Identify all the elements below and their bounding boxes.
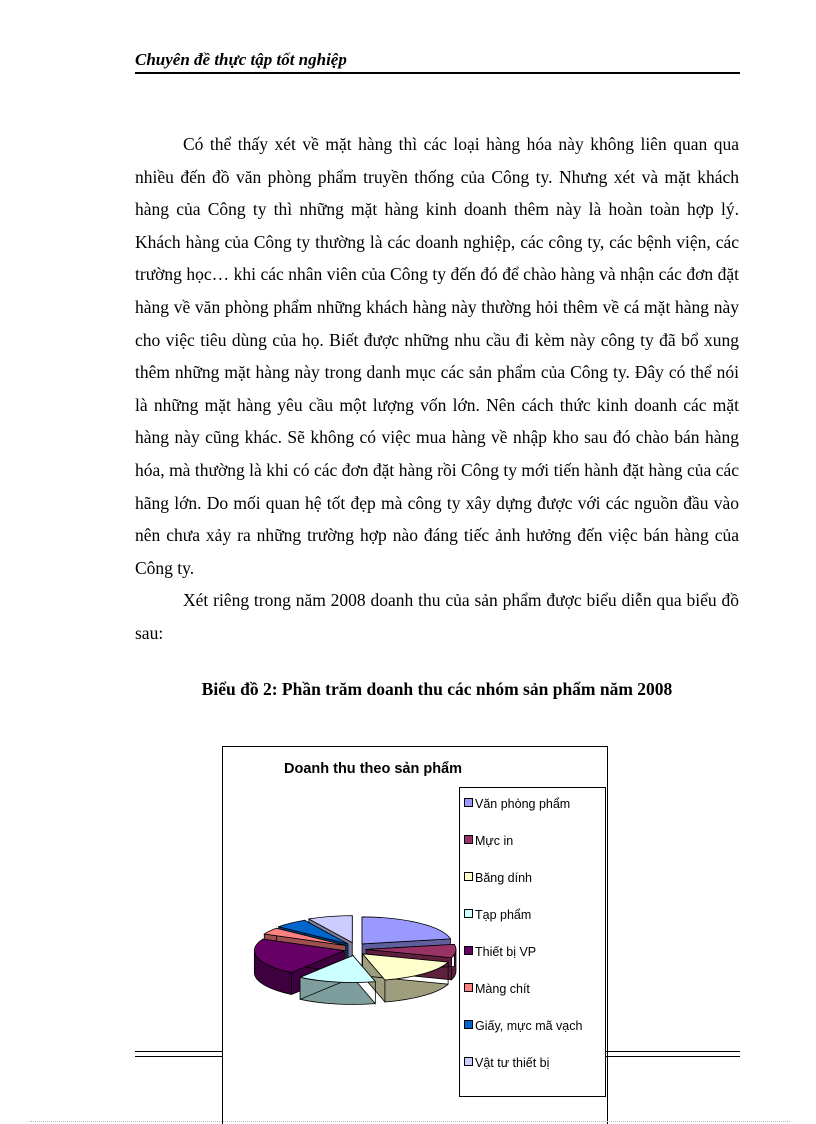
paragraph: Xét riêng trong năm 2008 doanh thu của sản phẩm được biểu diễn qua biểu đồ sau: (135, 590, 739, 643)
legend-item (464, 944, 602, 960)
legend-swatch (464, 798, 473, 807)
chart-legend (459, 787, 606, 1097)
body-text (135, 128, 739, 650)
legend-label: Băng dính (475, 871, 532, 885)
divider-right (606, 1051, 740, 1057)
header-title: Chuyên đề thực tập tốt nghiệp (135, 50, 347, 69)
legend-swatch (464, 983, 473, 992)
legend-label: Tạp phẩm (475, 908, 532, 922)
legend-label: Màng chít (475, 982, 530, 996)
chart-title: Doanh thu theo sản phẩm (283, 761, 463, 777)
pie-chart (222, 746, 608, 1124)
legend-item (464, 1055, 602, 1071)
legend-item (464, 1018, 602, 1034)
legend-item (464, 981, 602, 997)
legend-swatch (464, 1020, 473, 1029)
legend-item (464, 833, 602, 849)
legend-swatch (464, 835, 473, 844)
legend-label: Thiết bị VP (475, 945, 537, 959)
pie-slice (362, 917, 450, 944)
legend-label: Giấy, mực mã vạch (475, 1019, 583, 1033)
legend-item (464, 907, 602, 923)
legend-swatch (464, 872, 473, 881)
legend-label: Mực in (475, 834, 514, 848)
legend-item (464, 796, 602, 812)
page-bottom-edge (30, 1121, 790, 1122)
legend-swatch (464, 909, 473, 918)
legend-label: Vật tư thiết bị (475, 1056, 550, 1070)
legend-label: Văn phòng phẩm (475, 797, 571, 811)
page-header (135, 50, 740, 74)
legend-item (464, 870, 602, 886)
legend-swatch (464, 1057, 473, 1066)
legend-swatch (464, 946, 473, 955)
pie-chart-plot (223, 747, 459, 1124)
figure-caption: Biểu đồ 2: Phần trăm doanh thu các nhóm sản phẩm năm 2008 (201, 679, 673, 699)
paragraph: Có thể thấy xét về mặt hàng thì các loại hàng hóa này không liên quan qua nhiều đến đồ văn phòng phẩm truyền thống của Công ty. Nhưng xét và mặt khách hàng của Công ty thì những mặt hàng kinh doanh thêm này là hoàn toàn hợp lý. Khách hàng của Công ty thường là các doanh nghiệp, các công ty, các bệnh viện, các trường học… khi các nhân viên của Công ty đến đó để chào hàng và nhận các đơn đặt hàng về văn phòng phẩm những khách hàng này thường hỏi thêm về cá mặt hàng này cho việc tiêu dùng của họ. Biết được những nhu cầu đi kèm này công ty đã bổ xung thêm những mặt hàng này trong danh mục các sản phẩm của Công ty. Đây có thể nói là những mặt hàng yêu cầu một lượng vốn lớn. Nên cách thức kinh doanh các mặt hàng này cũng khác. Sẽ không có việc mua hàng về nhập kho sau đó chào bán hàng hóa, mà thường là khi có các đơn đặt hàng rồi Công ty mới tiến hành đặt hàng của các hãng lớn. Do mối quan hệ tốt đẹp mà công ty xây dựng được với các nguồn đầu vào nên chưa xảy ra những trường hợp nào đáng tiếc ảnh hưởng đến việc bán hàng của Công ty. (135, 134, 739, 578)
divider-left (135, 1051, 222, 1057)
